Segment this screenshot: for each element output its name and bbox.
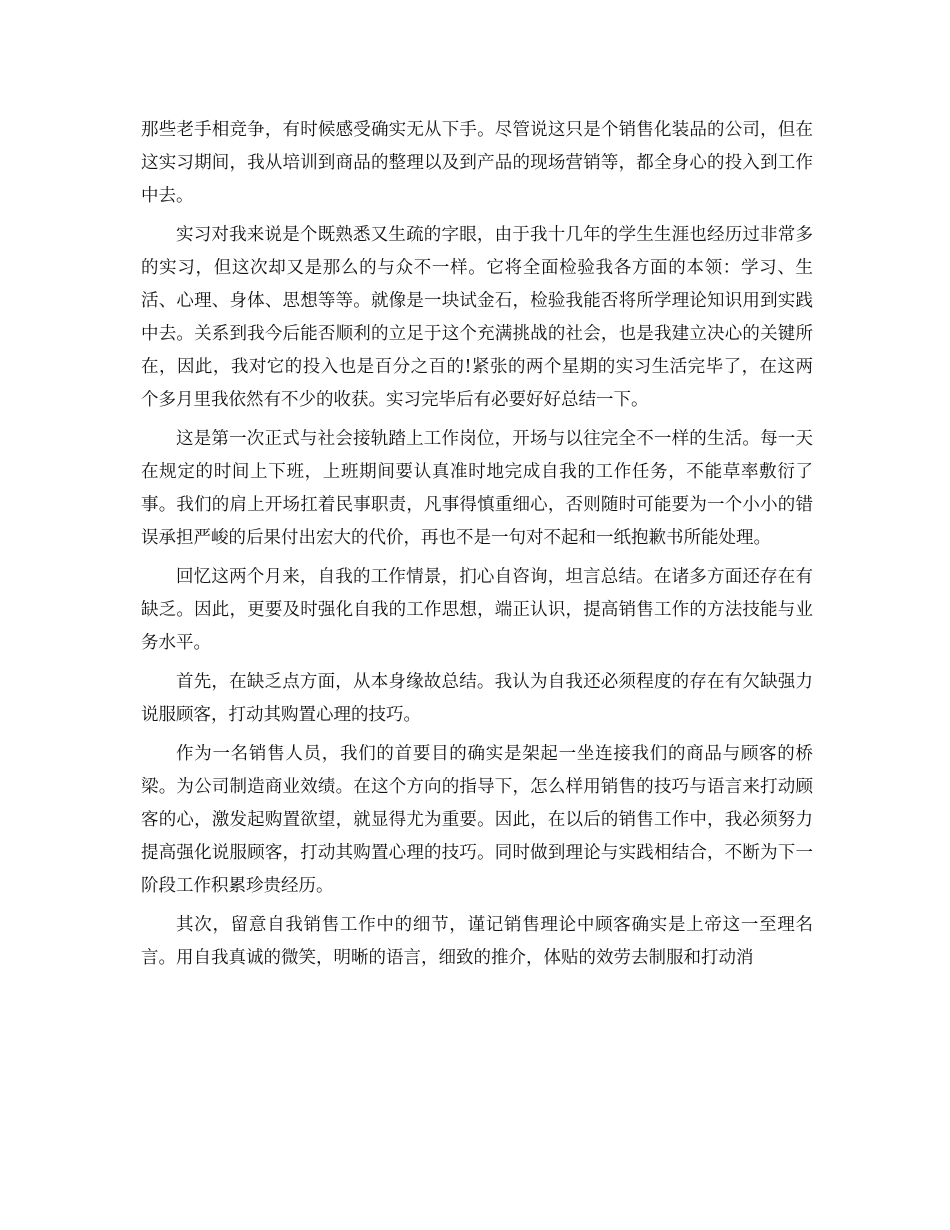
paragraph-2: 实习对我来说是个既熟悉又生疏的字眼，由于我十几年的学生生涯也经历过非常多的实习，但这次却又是那么的与众不一样。它将全面检验我各方面的本领：学习、生活、心理、身体、思想等等。就像是一块试金石，检验我能否将所学理论知识用到实践中去。关系到我今后能否顺利的立足于这个充满挑战的社会，也是我建立决心的关键所在，因此，我对它的投入也是百分之百的!紧张的两个星期的实习生活完毕了，在这两个多月里我依然有不少的收获。实习完毕后有必要好好总结一下。 (141, 225, 813, 410)
document-body (141, 114, 813, 981)
paragraph-3: 这是第一次正式与社会接轨踏上工作岗位，开场与以往完全不一样的生活。每一天在规定的时间上下班，上班期间要认真准时地完成自我的工作任务，不能草率敷衍了事。我们的肩上开场扛着民事职责，凡事得慎重细心，否则随时可能要为一个小小的错误承担严峻的后果付出宏大的代价，再也不是一句对不起和一纸抱歉书所能处理。 (141, 429, 813, 548)
paragraph-7: 其次，留意自我销售工作中的细节，谨记销售理论中顾客确实是上帝这一至理名言。用自我真诚的微笑，明晰的语言，细致的推介，体贴的效劳去制服和打动消 (141, 915, 813, 968)
paragraph-4: 回忆这两个月来，自我的工作情景，扪心自咨询，坦言总结。在诸多方面还存在有缺乏。因此，更要及时强化自我的工作思想，端正认识，提高销售工作的方法技能与业务水平。 (141, 567, 813, 653)
paragraph-1: 那些老手相竞争，有时候感受确实无从下手。尽管说这只是个销售化装品的公司，但在这实习期间，我从培训到商品的整理以及到产品的现场营销等，都全身心的投入到工作中去。 (141, 120, 813, 206)
paragraph-6: 作为一名销售人员，我们的首要目的确实是架起一坐连接我们的商品与顾客的桥梁。为公司制造商业效绩。在这个方向的指导下，怎么样用销售的技巧与语言来打动顾客的心，激发起购置欲望，就显得尤为重要。因此，在以后的销售工作中，我必须努力提高强化说服顾客，打动其购置心理的技巧。同时做到理论与实践相结合，不断为下一阶段工作积累珍贵经历。 (141, 744, 813, 896)
paragraph-5: 首先，在缺乏点方面，从本身缘故总结。我认为自我还必须程度的存在有欠缺强力说服顾客，打动其购置心理的技巧。 (141, 672, 813, 725)
